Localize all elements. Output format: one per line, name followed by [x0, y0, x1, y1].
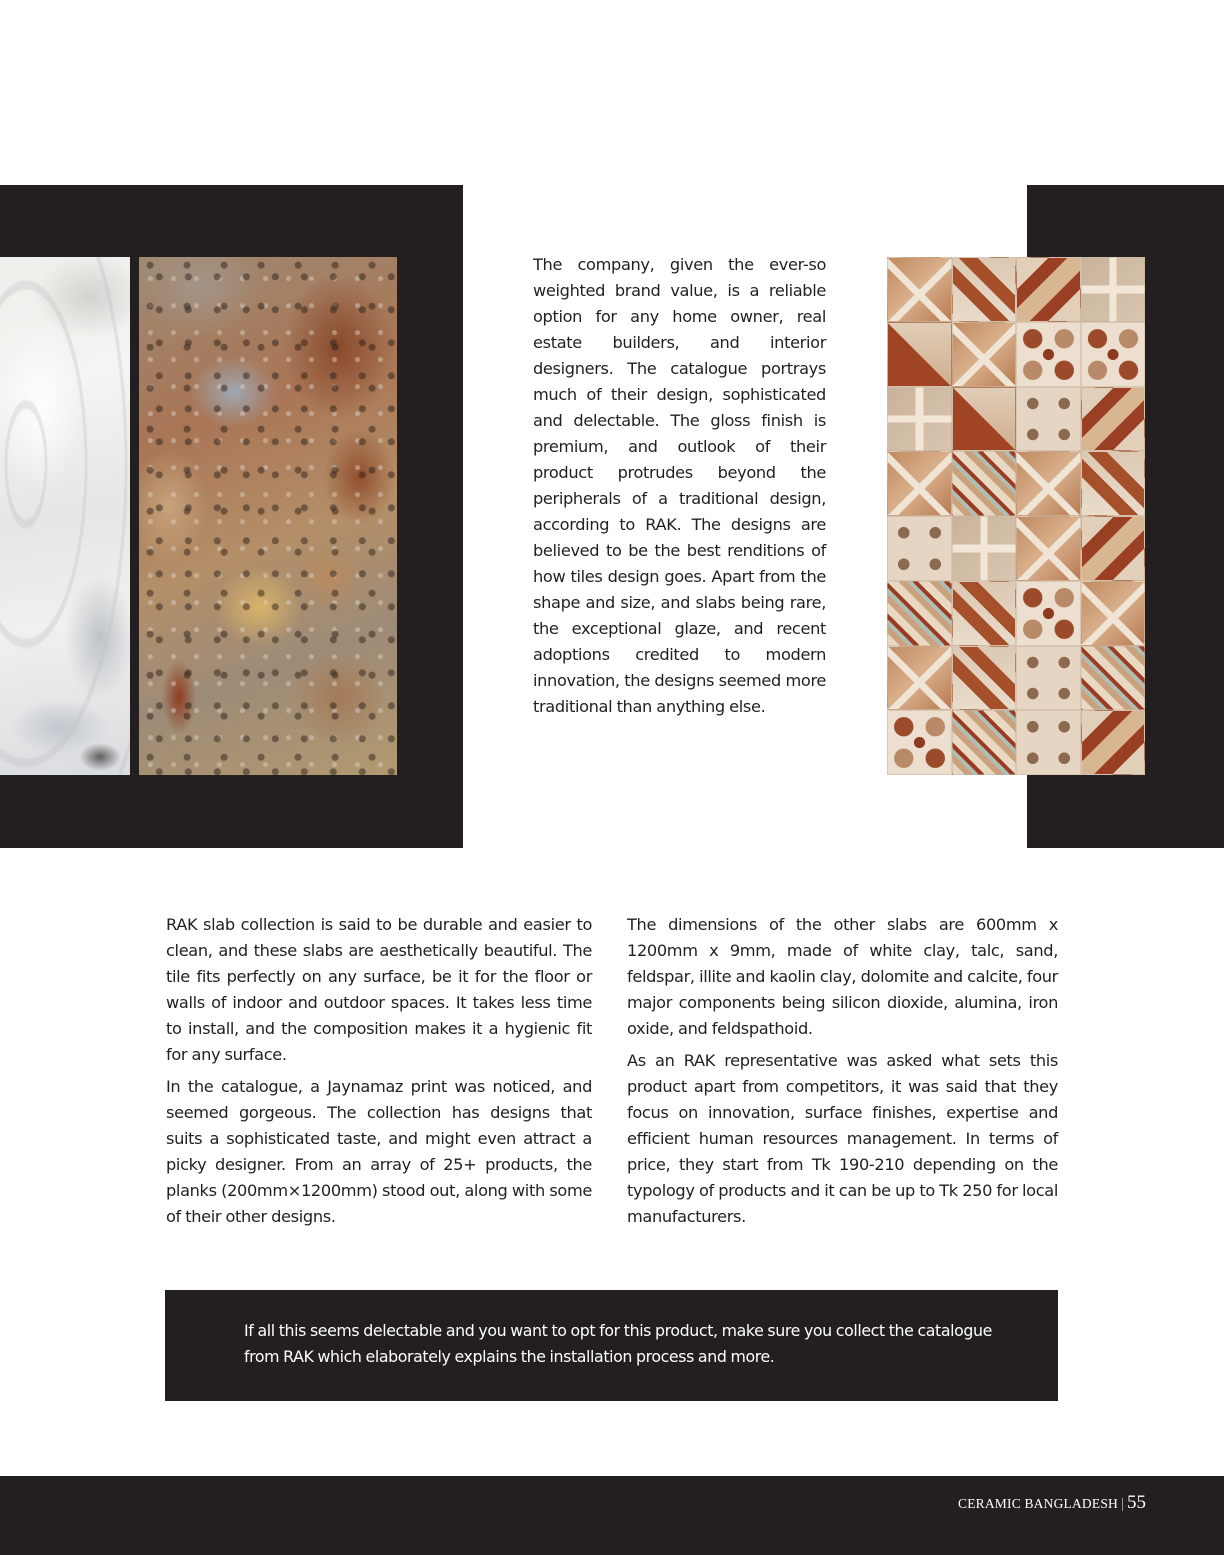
right-body-column	[627, 912, 1058, 1236]
callout-box	[165, 1290, 1058, 1401]
tile-x-motif	[887, 257, 952, 322]
tile-dots-motif	[1016, 387, 1081, 452]
tile-flower-motif	[1016, 581, 1081, 646]
tile-x-motif	[1016, 516, 1081, 581]
footer-separator: |	[1120, 1496, 1124, 1512]
tile-stripe-motif	[952, 710, 1017, 775]
tile-x-motif	[1016, 451, 1081, 516]
page-footer	[0, 1476, 1224, 1555]
tile-triangle-motif	[952, 387, 1017, 452]
tile-diamond-motif	[952, 646, 1017, 711]
tile-cross-motif	[952, 516, 1017, 581]
tile-chevron-motif	[1081, 710, 1146, 775]
center-column-text	[533, 252, 826, 726]
tile-stripe-motif	[1081, 646, 1146, 711]
page-number: 55	[1127, 1492, 1146, 1513]
tile-flower-motif	[887, 710, 952, 775]
tile-x-motif	[887, 646, 952, 711]
tile-dots-motif	[1016, 646, 1081, 711]
body-paragraph: As an RAK representative was asked what sets this product apart from competitors, it was said that they focus on innovation, surface finishes, expertise and efficient human resources management. In terms of price, they start from Tk 190-210 depending on the typology of products and it can be up to Tk 250 for local manufacturers.	[627, 1051, 1058, 1226]
patterned-jaynamaz-tile-photo	[887, 257, 1145, 775]
tile-x-motif	[887, 451, 952, 516]
tile-cross-motif	[1081, 257, 1146, 322]
tile-x-motif	[952, 322, 1017, 387]
tile-flower-motif	[1081, 322, 1146, 387]
tile-chevron-motif	[1081, 516, 1146, 581]
tile-triangle-motif	[887, 322, 952, 387]
tile-stripe-motif	[887, 581, 952, 646]
tile-diamond-motif	[952, 581, 1017, 646]
callout-text: If all this seems delectable and you want to opt for this product, make sure you collect the catalogue from RAK which elaborately explains the installation process and more.	[244, 1321, 992, 1366]
center-paragraph: The company, given the ever-so weighted brand value, is a reliable option for any home owner, real estate builders, and interior designers. The catalogue portrays much of their design, sophisticated and delectable. The gloss finish is premium, and outlook of their product protrudes beyond the peripherals of a traditional design, according to RAK. The designs are believed to be the best renditions of how tiles design goes. Apart from the shape and size, and slabs being rare, the exceptional glaze, and recent adoptions credited to modern innovation, the designs seemed more traditional than anything else.	[533, 255, 826, 716]
publication-name: CERAMIC BANGLADESH	[958, 1496, 1118, 1511]
tile-dots-motif	[887, 516, 952, 581]
body-paragraph: The dimensions of the other slabs are 600mm x 1200mm x 9mm, made of white clay, talc, sand, feldspar, illite and kaolin clay, dolomite and calcite, four major components being silicon dioxide, alumina, iron oxide, and feldspathoid.	[627, 915, 1058, 1038]
tile-dots-motif	[1016, 710, 1081, 775]
tile-diamond-motif	[952, 257, 1017, 322]
body-paragraph: In the catalogue, a Jaynamaz print was noticed, and seemed gorgeous. The collection has designs that suits a sophisticated taste, and might even attract a picky designer. From an array of 25+ products, the planks (200mm×1200mm) stood out, along with some of their other designs.	[166, 1077, 592, 1226]
tile-stripe-motif	[952, 451, 1017, 516]
tile-x-motif	[1081, 581, 1146, 646]
tile-chevron-motif	[1016, 257, 1081, 322]
tile-diamond-motif	[1081, 451, 1146, 516]
white-marble-slab-photo	[0, 257, 130, 775]
body-paragraph: RAK slab collection is said to be durable and easier to clean, and these slabs are aesthetically beautiful. The tile fits perfectly on any surface, be it for the floor or walls of indoor and outdoor spaces. It takes less time to install, and the composition makes it a hygienic fit for any surface.	[166, 915, 592, 1064]
tile-flower-motif	[1016, 322, 1081, 387]
brown-breccia-marble-slab-photo	[139, 257, 397, 775]
tile-cross-motif	[887, 387, 952, 452]
tile-chevron-motif	[1081, 387, 1146, 452]
left-body-column	[166, 912, 592, 1236]
footer-label	[958, 1492, 1146, 1514]
